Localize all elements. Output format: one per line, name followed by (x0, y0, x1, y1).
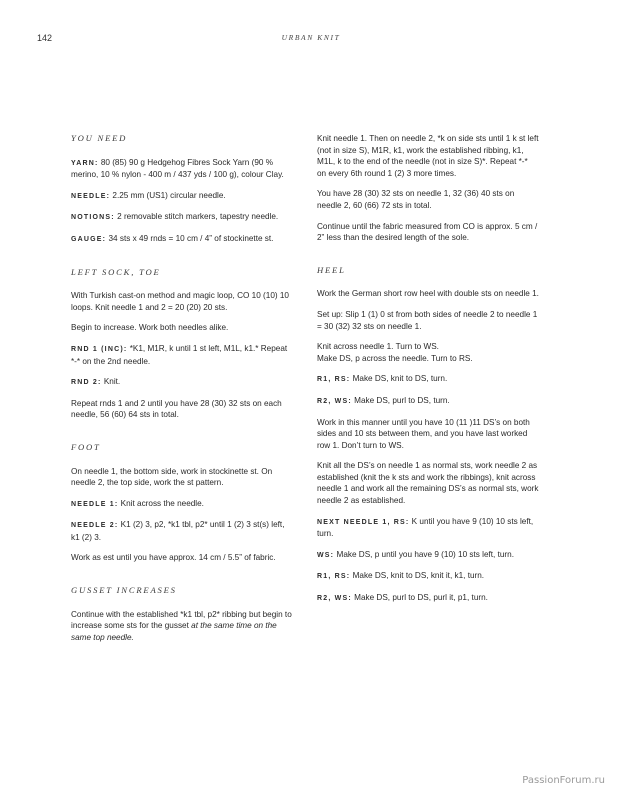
watermark: PassionForum.ru (522, 775, 605, 786)
right-column (317, 133, 539, 614)
yarn-text: 80 (85) 90 g Hedgehog Fibres Sock Yarn (90 % merino, 10 % nylon - 400 m / 437 yds / 100 g), colour Clay. (71, 157, 284, 180)
rnd1-text: *K1, M1R, k until 1 st left, M1L, k1.* Repeat *-* on the 2nd needle. (71, 343, 288, 366)
ws-label: WS: (317, 551, 335, 559)
r1-rs-text: Make DS, knit to DS, turn. (352, 374, 448, 384)
r1-rs-paragraph (317, 373, 539, 386)
heel-manner-paragraph: Work in this manner until you have 10 (11 )11 DS’s on both sides and 10 sts between them, and you have last worked row 1. Don’t turn to WS. (317, 417, 530, 450)
section-heading-you-need: YOU NEED (71, 133, 128, 143)
needle-label: NEEDLE: (71, 192, 111, 200)
rnd2-text: Knit. (103, 377, 121, 387)
needle-paragraph (71, 190, 293, 203)
needle-text: 2.25 mm (US1) circular needle. (112, 190, 226, 200)
needle2-paragraph (71, 519, 293, 543)
needle2-label: NEEDLE 2: (71, 522, 119, 530)
notions-label: NOTIONS: (71, 214, 115, 222)
needle1-paragraph (71, 498, 293, 511)
gauge-label: GAUGE: (71, 235, 107, 243)
rnd1-paragraph (71, 343, 293, 367)
r1-rs-final-paragraph (317, 570, 539, 583)
gusset-length-paragraph: Continue until the fabric measured from CO is approx. 5 cm / 2” less than the desired length of the sole. (317, 221, 538, 243)
yarn-paragraph (71, 157, 293, 181)
heel-knit-paragraph (317, 341, 539, 364)
foot-work-paragraph: Work as est until you have approx. 14 cm / 5.5” of fabric. (71, 553, 276, 563)
foot-intro-paragraph: On needle 1, the bottom side, work in stockinette st. On needle 2, the top side, work the st pattern. (71, 466, 273, 488)
toe-cast-on-paragraph: With Turkish cast-on method and magic loop, CO 10 (10) 10 loops. Knit needle 1 and 2 = 20 (20) 20 sts. (71, 291, 289, 312)
gusset-intro-paragraph (71, 609, 293, 644)
gauge-text: 34 sts x 49 rnds = 10 cm / 4” of stockinette st. (108, 233, 274, 243)
needle2-text: K1 (2) 3, p2, *k1 tbl, p2* until 1 (2) 3 st(s) left, k1 (2) 3. (71, 520, 285, 542)
next-needle-paragraph (317, 516, 539, 540)
next-needle-text: K until you have 9 (10) 10 sts left, turn. (317, 516, 534, 539)
r2-ws-text: Make DS, purl to DS, turn. (354, 395, 450, 405)
r2-ws-label: R2, WS: (317, 397, 352, 405)
notions-paragraph (71, 211, 293, 224)
running-title: URBAN KNIT (281, 33, 341, 42)
r2-ws-paragraph (317, 395, 539, 408)
needle1-label: NEEDLE 1: (71, 500, 119, 508)
r2-ws-final-label: R2, WS: (317, 595, 352, 603)
section-heading-foot: FOOT (71, 441, 101, 452)
r1-rs-label: R1, RS: (317, 376, 351, 384)
gusset-intro-text: Continue with the established *k1 tbl, p2* ribbing but begin to increase some sts for the gusset (71, 609, 292, 631)
heel-knit-line2: Make DS, p across the needle. Turn to RS. (317, 353, 473, 363)
rnd2-paragraph (71, 376, 293, 389)
r1-rs-final-text: Make DS, knit to DS, knit it, k1, turn. (352, 571, 485, 581)
r2-ws-final-paragraph (317, 592, 539, 605)
gusset-intro-italic: at the same time on the same top needle. (71, 621, 277, 642)
gusset-continue-paragraph: Knit needle 1. Then on needle 2, *k on side sts until 1 k st left (not in size S), M1R, k1, work the established ribbing, k1, M1L, k to the end of the needle (not in size S)*. Repeat *-* on every 6th round 1 (2) 3 more times. (317, 134, 539, 178)
gusset-total-paragraph: You have 28 (30) 32 sts on needle 1, 32 (36) 40 sts on needle 2, 60 (66) 72 sts in total. (317, 189, 515, 210)
heel-knit-all-paragraph: Knit all the DS’s on needle 1 as normal sts, work needle 2 as established (knit the k sts and work the ribbings), knit across needle 1 and work all the remaining DS’s as normal sts, work needle 2 as established. (317, 461, 539, 506)
heel-setup-paragraph: Set up: Slip 1 (1) 0 st from both sides of needle 2 to needle 1 = 30 (32) 32 sts on needle 1. (317, 309, 538, 331)
r2-ws-final-text: Make DS, purl to DS, purl it, p1, turn. (354, 593, 488, 603)
toe-increase-paragraph: Begin to increase. Work both needles alike. (71, 323, 229, 333)
r1-rs-final-label: R1, RS: (317, 573, 351, 581)
gauge-paragraph (71, 233, 293, 246)
needle1-text: Knit across the needle. (120, 498, 204, 508)
toe-repeat-paragraph: Repeat rnds 1 and 2 until you have 28 (30) 32 sts on each needle, 56 (60) 64 sts in total. (71, 398, 282, 420)
yarn-label: YARN: (71, 159, 99, 167)
next-needle-label: NEXT NEEDLE 1, RS: (317, 518, 410, 526)
heel-intro-paragraph: Work the German short row heel with double sts on needle 1. (317, 289, 539, 299)
section-heading-heel: HEEL (317, 264, 346, 275)
section-heading-left-sock-toe: LEFT SOCK, TOE (71, 266, 161, 277)
rnd2-label: RND 2: (71, 379, 102, 387)
section-heading-gusset: GUSSET INCREASES (71, 585, 177, 596)
rnd1-label: RND 1 (INC): (71, 345, 128, 353)
page-number: 142 (37, 33, 53, 43)
ws-text: Make DS, p until you have 9 (10) 10 sts left, turn. (336, 549, 514, 559)
left-column (71, 133, 293, 652)
notions-text: 2 removable stitch markers, tapestry needle. (117, 212, 279, 222)
heel-knit-line1: Knit across needle 1. Turn to WS. (317, 342, 439, 352)
ws-paragraph (317, 549, 539, 562)
